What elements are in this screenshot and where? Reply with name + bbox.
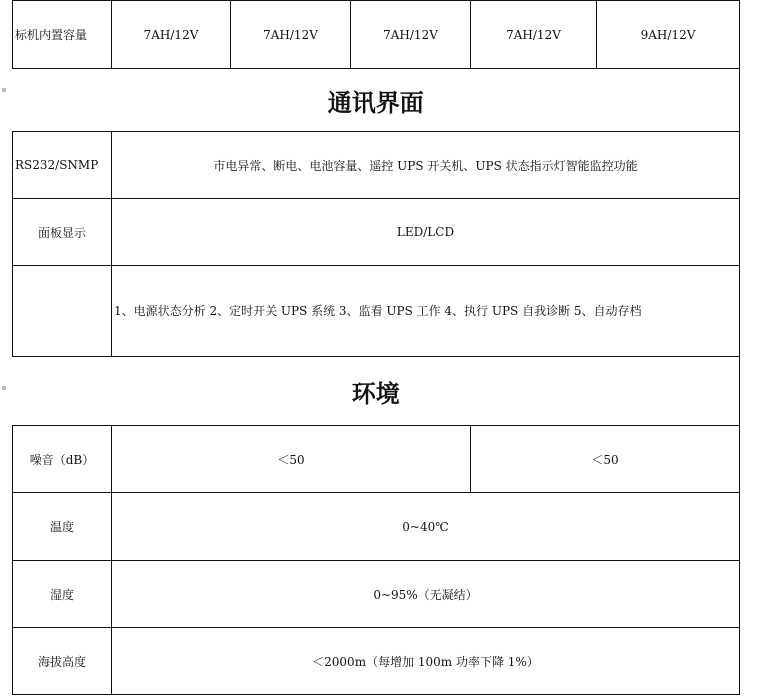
functions-row	[13, 266, 740, 357]
humidity-value: 0~95%（无凝结）	[112, 561, 740, 628]
capacity-value: 7AH/12V	[351, 1, 471, 69]
capacity-row	[13, 1, 740, 69]
rs232-label: RS232/SNMP	[13, 132, 112, 199]
capacity-value: 7AH/12V	[471, 1, 597, 69]
panel-row	[13, 199, 740, 266]
capacity-value: 7AH/12V	[112, 1, 231, 69]
temperature-value: 0~40℃	[112, 493, 740, 561]
temperature-label: 温度	[13, 493, 112, 561]
row-marker	[2, 386, 6, 390]
altitude-value: ＜2000m（每增加 100m 功率下降 1%）	[112, 628, 740, 695]
noise-value-a: ＜50	[112, 426, 471, 493]
humidity-row	[13, 561, 740, 628]
section-env-row	[13, 357, 740, 426]
section-comm-row	[13, 69, 740, 132]
row-marker	[2, 88, 6, 92]
panel-value: LED/LCD	[112, 199, 740, 266]
section-title-env: 环境	[13, 357, 740, 426]
spec-table	[12, 0, 740, 695]
rs232-value: 市电异常、断电、电池容量、遥控 UPS 开关机、UPS 状态指示灯智能监控功能	[112, 132, 740, 199]
temperature-row	[13, 493, 740, 561]
noise-row	[13, 426, 740, 493]
panel-label: 面板显示	[13, 199, 112, 266]
capacity-value: 7AH/12V	[231, 1, 351, 69]
capacity-label: 标机内置容量	[13, 1, 112, 69]
rs232-row	[13, 132, 740, 199]
section-title-comm: 通讯界面	[13, 69, 740, 132]
altitude-label: 海拔高度	[13, 628, 112, 695]
noise-value-b: ＜50	[471, 426, 740, 493]
noise-label: 噪音（dB）	[13, 426, 112, 493]
capacity-value: 9AH/12V	[597, 1, 740, 69]
functions-label	[13, 266, 112, 357]
altitude-row	[13, 628, 740, 695]
functions-value: 1、电源状态分析 2、定时开关 UPS 系统 3、监看 UPS 工作 4、执行 UPS 自我诊断 5、自动存档	[112, 266, 740, 357]
humidity-label: 湿度	[13, 561, 112, 628]
